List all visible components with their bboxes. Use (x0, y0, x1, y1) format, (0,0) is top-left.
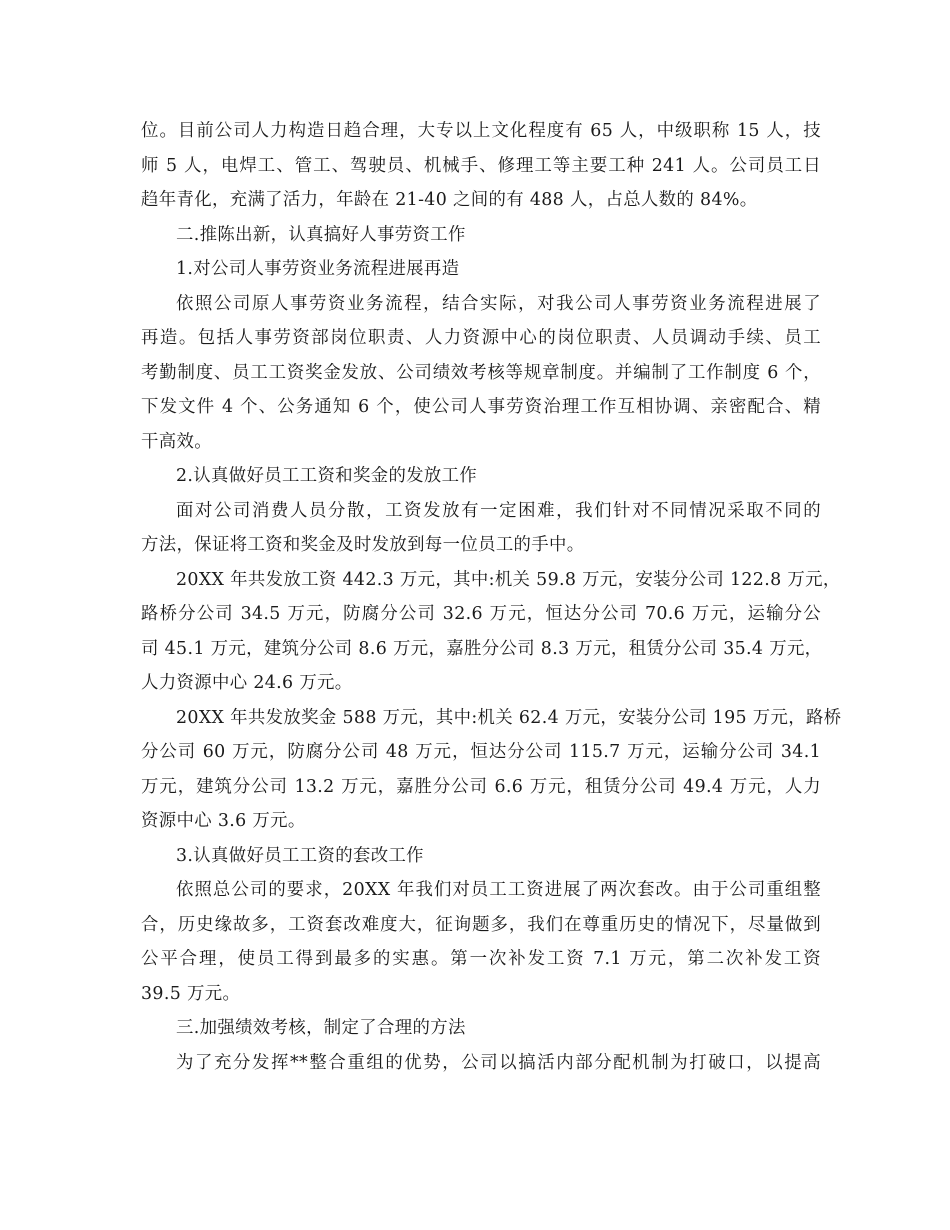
paragraph-line: 再造。包括人事劳资部岗位职责、人力资源中心的岗位职责、人员调动手续、员工 (141, 328, 821, 348)
paragraph-line: 资源中心 3.6 万元。 (141, 811, 306, 831)
paragraph-first-line: 1.对公司人事劳资业务流程进展再造 (176, 259, 460, 279)
paragraph-first-line: 依照总公司的要求，20XX 年我们对员工工资进展了两次套改。由于公司重组整 (176, 880, 821, 900)
paragraph-line: 分公司 60 万元，防腐分公司 48 万元，恒达分公司 115.7 万元，运输分公司 34.1 (141, 742, 821, 762)
paragraph-first-line: 依照公司原人事劳资业务流程，结合实际，对我公司人事劳资业务流程进展了 (176, 293, 821, 314)
paragraph-line: 公平合理，使员工得到最多的实惠。第一次补发工资 7.1 万元，第二次补发工资 (141, 949, 821, 969)
paragraph-line: 下发文件 4 个、公务通知 6 个，使公司人事劳资治理工作互相协调、亲密配合、精 (141, 397, 821, 417)
paragraph-first-line: 三.加强绩效考核，制定了合理的方法 (176, 1018, 466, 1038)
paragraph-line: 路桥分公司 34.5 万元，防腐分公司 32.6 万元，恒达分公司 70.6 万元，运输分公 (141, 604, 821, 624)
paragraph-first-line: 20XX 年共发放奖金 588 万元，其中:机关 62.4 万元，安装分公司 195 万元，路桥 (176, 707, 842, 728)
paragraph-line: 万元，建筑分公司 13.2 万元，嘉胜分公司 6.6 万元，租赁分公司 49.4 万元，人力 (141, 776, 821, 797)
paragraph-line: 干高效。 (141, 431, 212, 452)
document-body (141, 114, 842, 1080)
paragraph-line: 司 45.1 万元，建筑分公司 8.6 万元，嘉胜分公司 8.3 万元，租赁分公司 35.4 万元， (141, 638, 823, 659)
paragraph-line: 位。目前公司人力构造日趋合理，大专以上文化程度有 65 人，中级职称 15 人，技 (141, 121, 821, 141)
paragraph-first-line: 3.认真做好员工工资的套改工作 (176, 845, 424, 866)
paragraph-line: 趋年青化，充满了活力，年龄在 21-40 之间的有 488 人，占总人数的 84%。 (141, 190, 758, 210)
paragraph-first-line: 为了充分发挥**整合重组的优势，公司以搞活内部分配机制为打破口，以提高 (176, 1052, 821, 1073)
paragraph-line: 方法，保证将工资和奖金及时发放到每一位员工的手中。 (141, 535, 585, 555)
paragraph-first-line: 2.认真做好员工工资和奖金的发放工作 (176, 466, 478, 486)
paragraph-line: 39.5 万元。 (141, 983, 241, 1004)
paragraph-line: 考勤制度、员工工资奖金发放、公司绩效考核等规章制度。并编制了工作制度 6 个， (141, 362, 821, 383)
paragraph-first-line: 面对公司消费人员分散，工资发放有一定困难，我们针对不同情况采取不同的 (176, 500, 821, 521)
paragraph-line: 师 5 人，电焊工、管工、驾驶员、机械手、修理工等主要工种 241 人。公司员工日 (141, 155, 821, 176)
paragraph-first-line: 二.推陈出新，认真搞好人事劳资工作 (176, 224, 466, 245)
paragraph-line: 合，历史缘故多，工资套改难度大，征询题多，我们在尊重历史的情况下，尽量做到 (141, 914, 821, 935)
paragraph-line: 人力资源中心 24.6 万元。 (141, 673, 353, 693)
paragraph-first-line: 20XX 年共发放工资 442.3 万元，其中:机关 59.8 万元，安装分公司 122.8 万元， (176, 569, 841, 590)
